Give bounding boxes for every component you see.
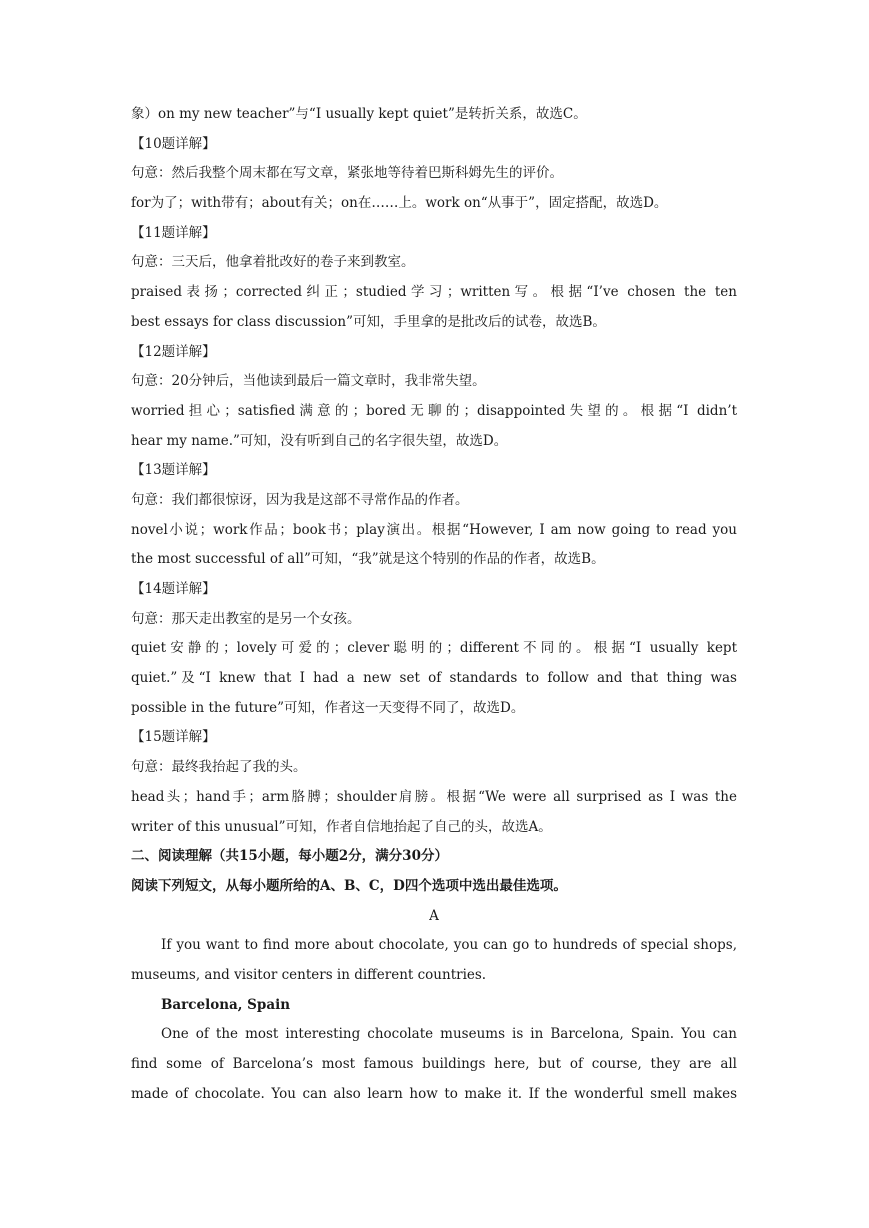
text-line: 句意：三天后，他拿着批改好的卷子来到教室。 [131, 254, 415, 271]
section-heading: 【15题详解】 [131, 729, 216, 746]
text-line: novel小说；work作品；book书；play演出。根据“However, I am now going to read you [131, 521, 737, 538]
text-line: best essays for class discussion”可知，手里拿的是批改后的试卷，故选B。 [131, 313, 606, 330]
paragraph-line: find some of Barcelona’s most famous buildings here, but of course, they are all [131, 1056, 737, 1072]
section-heading: 【13题详解】 [131, 462, 216, 479]
instructions: 阅读下列短文，从每小题所给的A、B、C，D四个选项中选出最佳选项。 [131, 877, 567, 894]
passage-label: A [429, 907, 439, 924]
text-line: quiet.”及“I knew that I had a new set of standards to follow and that thing was [131, 670, 737, 687]
text-line: 句意：我们都很惊讶，因为我是这部不寻常作品的作者。 [131, 491, 469, 508]
text-line: 句意：那天走出教室的是另一个女孩。 [131, 610, 361, 627]
text-line: head头；hand手；arm胳膊；shoulder肩膀。根据“We were all surprised as I was the [131, 788, 737, 805]
text-line: hear my name.”可知，没有听到自己的名字很失望，故选D。 [131, 432, 508, 449]
section-heading: 【10题详解】 [131, 135, 216, 152]
text-line: for为了；with带有；about有关；on在……上。work on“从事于”，固定搭配，故选D。 [131, 195, 668, 212]
text-line: 象）on my new teacher”与“I usually kept quiet”是转折关系，故选C。 [131, 106, 587, 122]
text-line: praised表扬；corrected纠正；studied学习；written写。根据“I’ve chosen the ten [131, 284, 737, 301]
text-line: possible in the future”可知，作者这一天变得不同了，故选D。 [131, 699, 525, 716]
document-body [131, 100, 737, 1109]
paragraph-line: museums, and visitor centers in different countries. [131, 966, 487, 983]
paragraph-line: If you want to find more about chocolate, you can go to hundreds of special shops, [161, 937, 737, 954]
text-line: quiet安静的；lovely可爱的；clever聪明的；different不同的。根据“I usually kept [131, 640, 737, 657]
text-line: the most successful of all”可知，“我”就是这个特别的作品的作者，故选B。 [131, 551, 605, 568]
paragraph-line: One of the most interesting chocolate museums is in Barcelona, Spain. You can [161, 1026, 737, 1043]
part-heading: 二、阅读理解（共15小题，每小题2分，满分30分） [131, 848, 448, 865]
text-line: worried担心；satisfied满意的；bored无聊的；disappointed失望的。根据“I didn’t [131, 402, 737, 419]
text-line: 句意：然后我整个周末都在写文章，紧张地等待着巴斯科姆先生的评价。 [131, 165, 563, 182]
subheading: Barcelona, Spain [161, 996, 291, 1013]
paragraph-line: made of chocolate. You can also learn how to make it. If the wonderful smell makes [131, 1085, 737, 1102]
text-line: 句意：20分钟后，当他读到最后一篇文章时，我非常失望。 [131, 373, 486, 390]
text-line: 句意：最终我抬起了我的头。 [131, 759, 307, 776]
section-heading: 【11题详解】 [131, 224, 216, 241]
section-heading: 【12题详解】 [131, 343, 216, 360]
text-line: writer of this unusual”可知，作者自信地抬起了自己的头，故选A。 [131, 818, 552, 835]
section-heading: 【14题详解】 [131, 581, 216, 597]
